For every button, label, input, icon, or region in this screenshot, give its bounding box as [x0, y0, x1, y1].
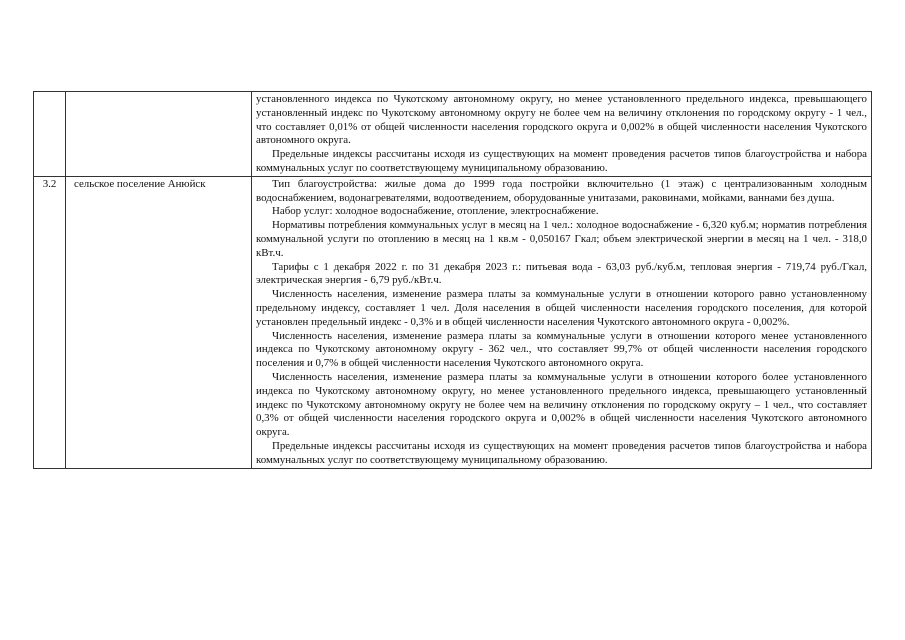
paragraph: Численность населения, изменение размера платы за коммунальные услуги в отношении которого более установленного индекса по Чукотскому автономному округу, но менее установленного предельного индекса, превышающего установленный индекс по Чукотскому автономному округу не более чем на величину отклонения по городскому округу – 1 чел., что составляет 0,3% от общей численности населения городского округа и 0,002% в общей численности населения Чукотского автономного округа. [256, 370, 867, 439]
settlement-name-cell: сельское поселение Анюйск [66, 176, 252, 468]
description-cell [252, 92, 872, 177]
paragraph: Численность населения, изменение размера платы за коммунальные услуги в отношении которого равно установленному предельному индексу, составляет 1 чел. Доля населения в общей численности населения городского поселения, для которой установлен предельный индекс - 0,3% и в общей численности населения Чукотского автономного округа - 0,002%. [256, 288, 867, 328]
row-number-cell [34, 92, 66, 177]
paragraph: Набор услуг: холодное водоснабжение, отопление, электроснабжение. [272, 205, 599, 218]
description-cell [252, 176, 872, 468]
tariff-table [33, 91, 872, 469]
paragraph: Нормативы потребления коммунальных услуг в месяц на 1 чел.: холодное водоснабжение - 6,320 куб.м; норматив потребления коммунальной услуги по отоплению в месяц на 1 кв.м - 0,050167 Гкал; объем электрической энергии в месяц на 1 чел. - 318,0 кВт.ч. [256, 219, 867, 259]
paragraph: Тип благоустройства: жилые дома до 1999 года постройки включительно (1 этаж) с централизованным холодным водоснабжением, водонагревателями, водоотведением, оборудованные унитазами, раковинами, мойками, ваннами без душа. [256, 177, 867, 204]
paragraph: установленного индекса по Чукотскому автономному округу, но менее установленного предельного индекса, превышающего установленный индекс по Чукотскому автономному округу не более чем на величину отклонения по городскому округу - 1 чел., что составляет 0,01% от общей численности населения городского округа и 0,002% в общей численности населения Чукотского автономного округа. [256, 93, 867, 147]
settlement-name-cell [66, 92, 252, 177]
document-page [33, 91, 871, 469]
paragraph: Тарифы с 1 декабря 2022 г. по 31 декабря 2023 г.: питьевая вода - 63,03 руб./куб.м, тепловая энергия - 719,74 руб./Гкал, электрическая энергия - 6,79 руб./кВт.ч. [256, 260, 867, 287]
paragraph: Численность населения, изменение размера платы за коммунальные услуги в отношении которого менее установленного индекса по Чукотскому автономному округу - 362 чел., что составляет 99,7% от общей численности населения городского поселения и 0,7% в общей численности населения Чукотского автономного округа. [256, 329, 867, 370]
table-row [34, 92, 872, 177]
paragraph: Предельные индексы рассчитаны исходя из существующих на момент проведения расчетов типов благоустройства и набора коммунальных услуг по соответствующему муниципальному образованию. [256, 439, 867, 466]
row-number-cell: 3.2 [34, 176, 66, 468]
table-row [34, 176, 872, 468]
paragraph: Предельные индексы рассчитаны исходя из существующих на момент проведения расчетов типов благоустройства и набора коммунальных услуг по соответствующему муниципальному образованию. [256, 148, 867, 174]
